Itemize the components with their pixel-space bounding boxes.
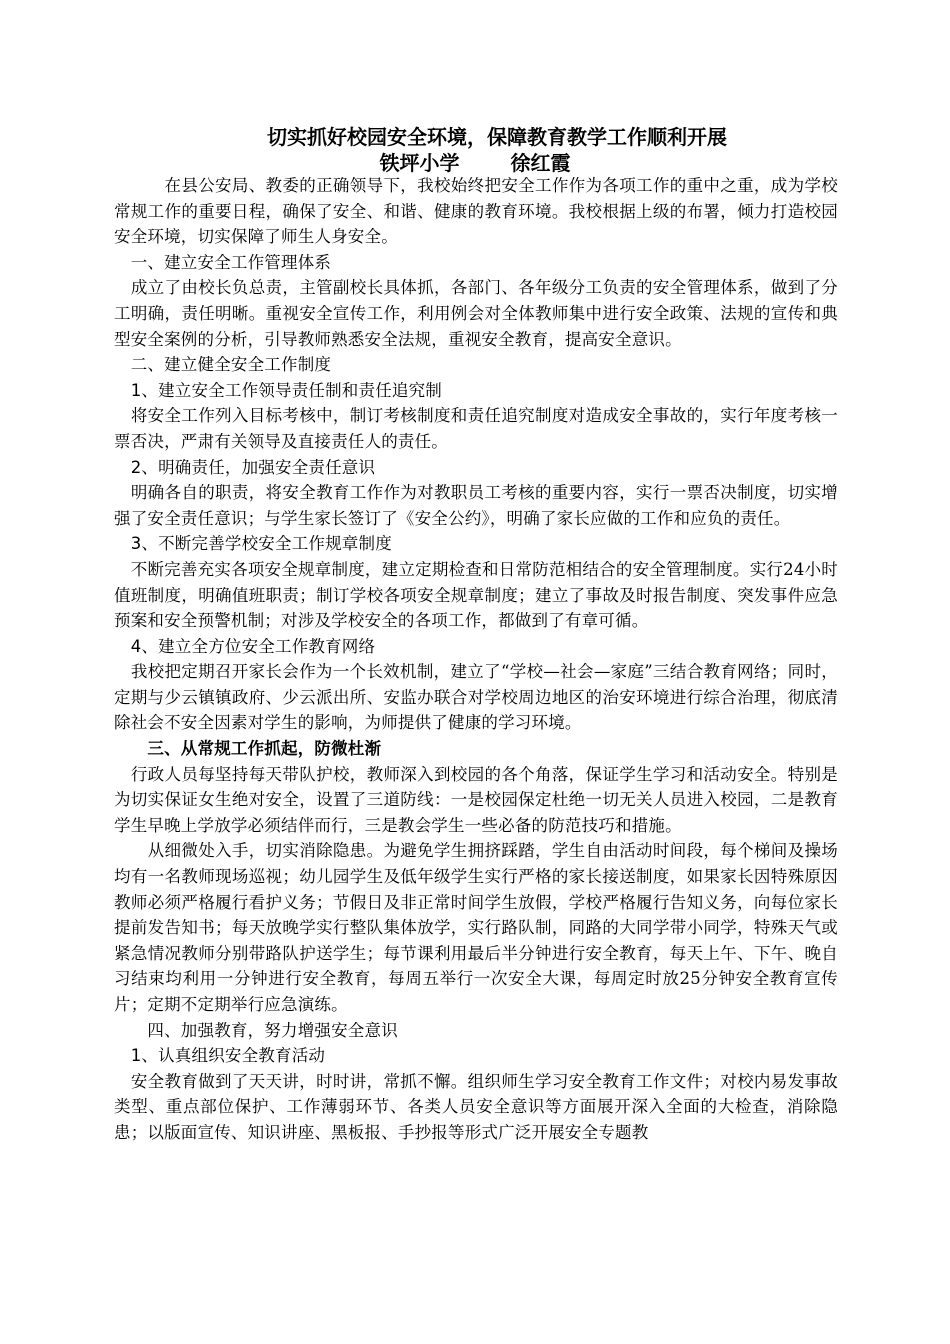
section-3-heading: 三、从常规工作抓起，防微杜渐 xyxy=(114,739,382,759)
section-2-heading: 二、建立健全安全工作制度 xyxy=(114,355,332,375)
section-2-paragraph-1: 将安全工作列入目标考核中，制订考核制度和责任追究制度对造成安全事故的，实行年度考核一票否决，严肃有关领导及直接责任人的责任。 xyxy=(114,406,838,451)
section-2-paragraph-2: 明确各自的职责，将安全教育工作作为对教职员工考核的重要内容，实行一票否决制度，切实增强了安全责任意识；与学生家长签订了《安全公约》，明确了家长应做的工作和应负的责任。 xyxy=(114,483,838,528)
section-1-paragraph: 成立了由校长负总责，主管副校长具体抓，各部门、各年级分工负责的安全管理体系，做到了分工明确，责任明晰。重视安全宣传工作，利用例会对全体教师集中进行安全政策、法规的宣传和典型安全案例的分析，引导教师熟悉安全法规，重视安全教育，提高安全意识。 xyxy=(114,278,838,349)
section-2-subheading-3: 3、不断完善学校安全工作规章制度 xyxy=(114,534,392,554)
section-1-heading: 一、建立安全工作管理体系 xyxy=(114,252,332,272)
section-4-subheading-1: 1、认真组织安全教育活动 xyxy=(114,1046,326,1066)
byline-school: 铁坪小学 xyxy=(379,151,460,175)
document-body xyxy=(114,173,838,1146)
section-3-paragraph-2: 从细微处入手，切实消除隐患。为避免学生拥挤踩踏，学生自由活动时间段，每个梯间及操场均有一名教师现场巡视；幼儿园学生及低年级学生实行严格的家长接送制度，如果家长因特殊原因教师必须严格履行看护义务；节假日及非正常时间学生放假，学校严格履行告知义务，向每位家长提前发告知书；每天放晚学实行整队集体放学，实行路队制，同路的大同学带小同学，特殊天气或紧急情况教师分别带路队护送学生；每节课利用最后半分钟进行安全教育，每天上午、下午、晚自习结束均利用一分钟进行安全教育，每周五举行一次安全大课，每周定时放25分钟安全教育宣传片；定期不定期举行应急演练。 xyxy=(114,841,838,1014)
document-title: 切实抓好校园安全环境，保障教育教学工作顺利开展 xyxy=(267,125,727,149)
section-2-subheading-1: 1、建立安全工作领导责任制和责任追究制 xyxy=(114,380,442,400)
section-2-subheading-4: 4、建立全方位安全工作教育网络 xyxy=(114,636,376,656)
byline-author: 徐红霞 xyxy=(510,151,571,175)
section-3-paragraph-1: 行政人员每坚持每天带队护校，教师深入到校园的各个角落，保证学生学习和活动安全。特别是为切实保证女生绝对安全，设置了三道防线：一是校园保定杜绝一切无关人员进入校园，二是教育学生早晚上学放学必须结伴而行，三是教会学生一些必备的防范技巧和措施。 xyxy=(114,764,838,835)
section-2-paragraph-4: 我校把定期召开家长会作为一个长效机制，建立了“学校—社会—家庭”三结合教育网络；同时，定期与少云镇镇政府、少云派出所、安监办联合对学校周边地区的治安环境进行综合治理，彻底清除社会不安全因素对学生的影响，为师提供了健康的学习环境。 xyxy=(114,662,838,733)
section-2-paragraph-3: 不断完善充实各项安全规章制度，建立定期检查和日常防范相结合的安全管理制度。实行24小时值班制度，明确值班职责；制订学校各项安全规章制度；建立了事故及时报告制度、突发事件应急预案和安全预警机制；对涉及学校安全的各项工作，都做到了有章可循。 xyxy=(114,559,838,631)
intro-paragraph: 在县公安局、教委的正确领导下，我校始终把安全工作作为各项工作的重中之重，成为学校常规工作的重要日程，确保了安全、和谐、健康的教育环境。我校根据上级的布署，倾力打造校园安全环境，切实保障了师生人身安全。 xyxy=(114,176,838,247)
section-4-paragraph-1: 安全教育做到了天天讲，时时讲，常抓不懈。组织师生学习安全教育工作文件；对校内易发事故类型、重点部位保护、工作薄弱环节、各类人员安全意识等方面展开深入全面的大检查，消除隐患；以版面宣传、知识讲座、黑板报、手抄报等形式广泛开展安全专题教 xyxy=(114,1071,838,1142)
section-2-subheading-2: 2、明确责任，加强安全责任意识 xyxy=(114,457,376,477)
section-4-heading: 四、加强教育，努力增强安全意识 xyxy=(114,1020,398,1040)
